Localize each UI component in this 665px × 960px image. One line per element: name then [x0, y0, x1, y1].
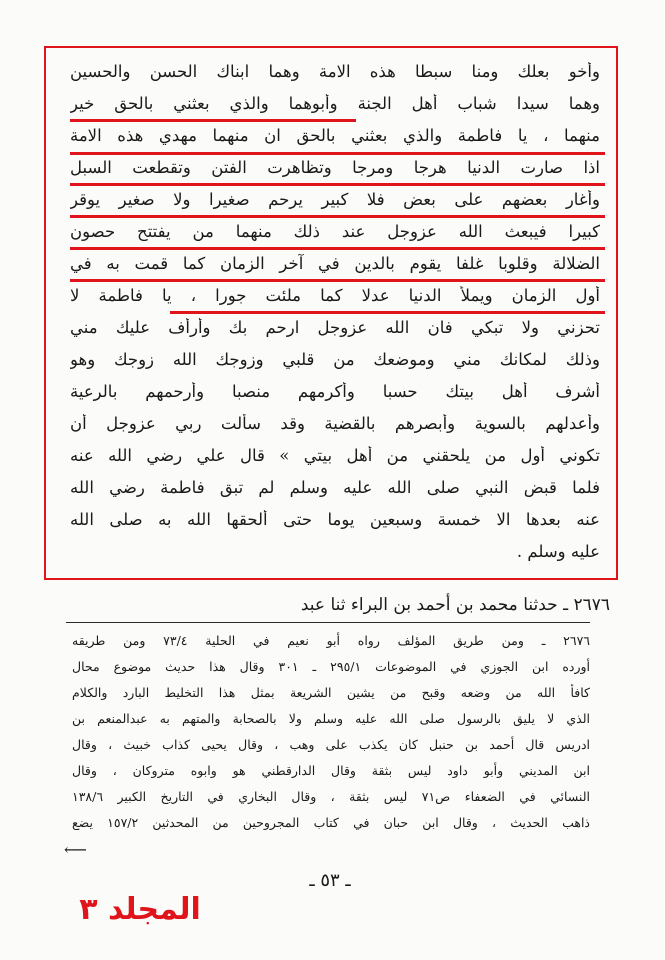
text-line: تحزني ولا تبكي فان الله عزوجل ارحم بك وأرأف عليك مني [70, 318, 600, 337]
footnote-line: النسائي في الضعفاء ص٧١ ليس بثقة ، وقال البخاري في التاريخ الكبير ١٣٨/٦ [72, 789, 590, 804]
hadith-heading: ٢٦٧٦ ـ حدثنا محمد بن أحمد بن البراء ثنا عبد [300, 595, 610, 615]
page-number: ـ ٥٣ ـ [309, 870, 351, 891]
continuation-arrow-icon: ⟵ [64, 840, 87, 859]
red-underline [70, 215, 605, 218]
footnote-line: ذاهب الحديث ، وقال ابن حبان في كتاب المجروحين من المحدثين ١٥٧/٢ يضع [72, 815, 590, 830]
footnote-separator [66, 622, 590, 623]
footnote-line: ابن المديني وأبو داود ليس بثقة وقال الدارقطني هو وابوه متروكان ، وقال [72, 763, 590, 778]
footnote-line: الذي لا يليق بالرسول صلى الله عليه وسلم ولا بالصحابة والمتهم به عبدالمنعم بن [72, 711, 590, 726]
red-underline [70, 247, 605, 250]
text-line: منهما ، يا فاطمة والذي بعثني بالحق ان منهما مهدي هذه الامة [70, 126, 600, 145]
footnote-line: ادريس قال أحمد بن حنبل كان يكذب على وهب ، وقال يحيى كذاب خبيث ، وقال [72, 737, 590, 752]
red-underline [70, 183, 605, 186]
red-underline [70, 119, 356, 122]
volume-label: المجلد ٣ [79, 892, 201, 927]
red-underline [70, 279, 605, 282]
footnote-line: أورده ابن الجوزي في الموضوعات ٢٩٥/١ ـ ٣٠١ وقال هذا حديث موضوع محال [72, 659, 590, 674]
text-line: عليه وسلم . [516, 542, 600, 561]
text-line: أشرف أهل بيتك حسبا وأكرمهم منصبا وأرحمهم بالرعية [70, 382, 600, 401]
red-underline [70, 152, 605, 155]
red-underline [170, 311, 605, 314]
text-line: عنه بعدها الا خمسة وسبعين يوما حتى ألحقها الله به صلى الله [70, 510, 600, 529]
text-line: وهما سيدا شباب أهل الجنة وأبوهما والذي بعثني بالحق خير [70, 94, 600, 113]
text-line: وأعدلهم بالسوية وأبصرهم بالقضية وقد سألت ربي عزوجل أن [70, 414, 600, 433]
text-line: اذا صارت الدنيا هرجا ومرجا وتظاهرت الفتن وتقطعت السبل [70, 158, 600, 177]
text-line: وأغار بعضهم على بعض فلا كبير يرحم صغيرا ولا صغير يوقر [70, 190, 600, 209]
text-line: فلما قبض النبي صلى الله عليه وسلم لم تبق فاطمة رضي الله [70, 478, 600, 497]
footnote-line: كافأ الله من وضعه وقبح من يشين الشريعة بمثل هذا التخليط البارد والكلام [72, 685, 590, 700]
text-line: أول الزمان ويملأ الدنيا عدلا كما ملئت جورا ، يا فاطمة لا [70, 286, 600, 305]
text-line: وذلك لمكانك مني وموضعك من قلبي وزوجك الله زوجك وهو [70, 350, 600, 369]
text-line: كبيرا فيبعث الله عزوجل عند ذلك منهما من يفتتح حصون [70, 222, 600, 241]
text-line: وأخو بعلك ومنا سبطا هذه الامة وهما ابناك الحسن والحسين [70, 62, 600, 81]
text-line: الضلالة وقلوبا غلفا يقوم بالدين في آخر الزمان كما قمت به في [70, 254, 600, 273]
text-line: تكوني أول من يلحقني من أهل بيتي » قال علي رضي الله عنه [70, 446, 600, 465]
footnote-line: ٢٦٧٦ ـ ومن طريق المؤلف رواه أبو نعيم في الحلية ٧٣/٤ ومن طريقه [72, 633, 590, 648]
